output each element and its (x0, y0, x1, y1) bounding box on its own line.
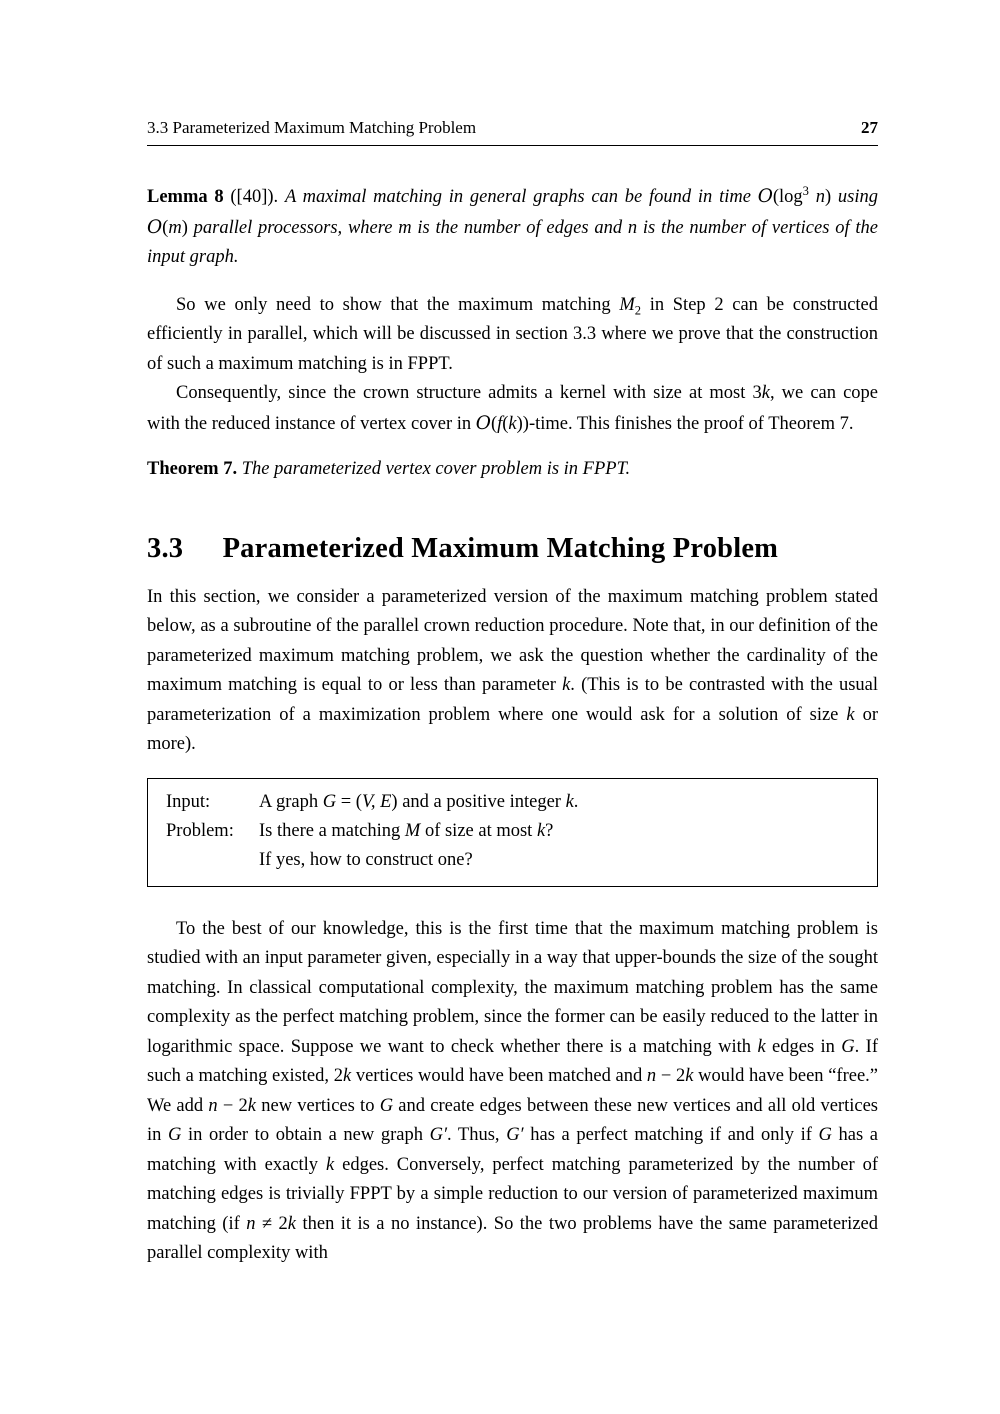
paragraph-crown-kernel: Consequently, since the crown structure admits a kernel with size at most 3k, we can cope with the reduced instance of vertex cover in O(f(k))-time. This finishes the proof of Theorem 7. (147, 383, 878, 434)
page-number: 27 (861, 118, 878, 137)
section-title: Parameterized Maximum Matching Problem (222, 532, 779, 564)
construct-label-spacer (166, 846, 259, 875)
problem-definition-box (147, 778, 878, 887)
problem-label: Problem: (166, 820, 234, 841)
page-content (147, 146, 878, 1269)
theorem-7-statement: Theorem 7. The parameterized vertex cover problem is in FPPT. (147, 459, 631, 479)
input-text: A graph G = (V, E) and a positive integer k. (259, 791, 579, 812)
running-header-title: 3.3 Parameterized Maximum Matching Problem (147, 118, 477, 137)
section-number: 3.3 (147, 532, 184, 564)
lemma-8-statement: Lemma 8 ([40]). A maximal matching in general graphs can be found in time $O(\log^3$ n) using O(m) parallel processors, where m is the number of edges and n is the number of vertices of the input graph. (147, 183, 879, 267)
running-header (147, 118, 878, 146)
problem-box-input-row (166, 788, 865, 817)
paragraph-discussion: To the best of our knowledge, this is the first time that the maximum matching problem is studied with an input parameter given, especially in a way that upper-bounds the size of the sought matching. In classical computational complexity, the maximum matching problem has the same complexity as the perfect matching problem, since the former can be easily reduced to the latter in logarithmic space. Suppose we want to check whether there is a matching with k edges in G. If such a matching existed, 2k vertices would have been matched and n − 2k would have been “free.” We add n − 2k new vertices to G and create edges between these new vertices and all old vertices in G in order to obtain a new graph G′. Thus, G′ has a perfect matching if and only if G has a matching with exactly k edges. Conversely, perfect matching parameterized by the number of matching edges is trivially FPPT by a simple reduction to our version of parameterized maximum matching (if n ≠ 2k then it is a no instance). So the two problems have the same parameterized parallel complexity with (147, 918, 879, 1263)
input-label: Input: (166, 791, 211, 812)
section-heading (147, 533, 878, 565)
paragraph-section-intro: In this section, we consider a parameterized version of the maximum matching problem stated below, as a subroutine of the parallel crown reduction procedure. Note that, in our definition of the parameterized maximum matching problem, we ask the question whether the cardinality of the maximum matching is equal to or less than parameter k. (This is to be contrasted with the usual parameterization of a maximization problem where one would ask for a solution of size k or more). (147, 586, 878, 754)
paragraph-maximum-matching-step2: So we only need to show that the maximum matching $M_2$ in Step 2 can be constructed efficiently in parallel, which will be discussed in section 3.3 where we prove that the construction of such a maximum matching is in FPPT. (147, 294, 879, 374)
construct-text: If yes, how to construct one? (259, 849, 473, 870)
problem-box-problem-row (166, 817, 865, 846)
problem-box-construct-row (166, 846, 865, 875)
problem-text: Is there a matching M of size at most k? (259, 820, 554, 841)
